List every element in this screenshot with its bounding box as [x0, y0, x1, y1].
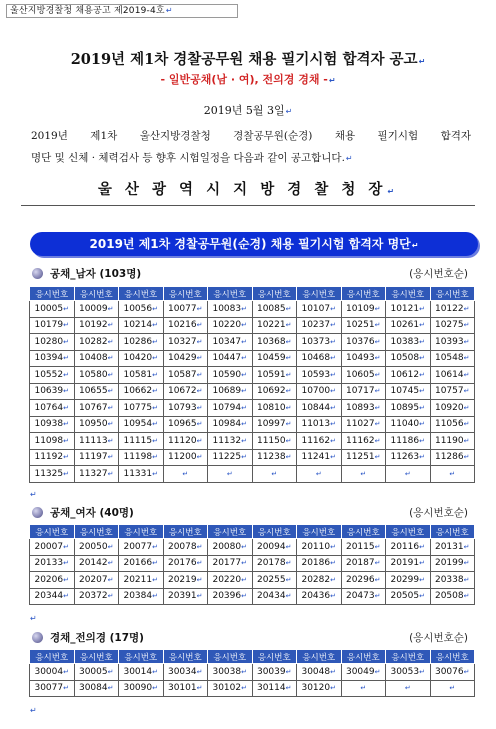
column-header: 응시번호 [386, 287, 431, 301]
candidate-number-cell: 11190↵ [430, 433, 475, 450]
document-number-box: 울산지방경찰청 채용공고 제2019-4호↵ [6, 4, 238, 18]
body-line-1: 2019년 제1차 울산지방경찰청 경찰공무원(순경) 채용 필기시험 합격자 [31, 130, 471, 142]
candidate-number-cell: 10122↵ [430, 301, 475, 318]
candidate-number-cell: 30114↵ [252, 680, 297, 697]
column-header: 응시번호 [30, 650, 75, 664]
candidate-number-cell: ↵ [386, 680, 431, 697]
column-header: 응시번호 [252, 650, 297, 664]
candidate-number-cell: 11192↵ [30, 449, 75, 466]
candidate-number-cell: 10614↵ [430, 367, 475, 384]
candidate-number-cell: 10447↵ [208, 350, 253, 367]
candidate-number-cell: 10179↵ [30, 317, 75, 334]
candidate-number-cell: ↵ [208, 466, 253, 483]
section-heading-male [32, 266, 474, 282]
candidate-number-cell: 10368↵ [252, 334, 297, 351]
candidate-number-cell: 10459↵ [252, 350, 297, 367]
section-label: 경채_전의경 (17명) [50, 632, 144, 644]
candidate-number-cell: 10282↵ [74, 334, 119, 351]
table-row [30, 433, 475, 450]
candidate-number-cell: 10237↵ [297, 317, 342, 334]
candidate-number-cell: 10793↵ [163, 400, 208, 417]
candidate-number-cell: 11120↵ [163, 433, 208, 450]
candidate-number-cell: 20177↵ [208, 555, 253, 572]
candidate-number-cell: 20384↵ [119, 588, 164, 605]
column-header: 응시번호 [386, 650, 431, 664]
bullet-icon [32, 268, 43, 279]
candidate-number-cell: 10083↵ [208, 301, 253, 318]
candidate-number-cell: 20436↵ [297, 588, 342, 605]
column-header: 응시번호 [74, 287, 119, 301]
table-header-row [30, 525, 475, 539]
candidate-number-cell: 20133↵ [30, 555, 75, 572]
candidate-number-cell: 20206↵ [30, 572, 75, 589]
candidate-number-cell: 10587↵ [163, 367, 208, 384]
candidate-number-cell: 11186↵ [386, 433, 431, 450]
candidate-number-cell: 10468↵ [297, 350, 342, 367]
column-header: 응시번호 [30, 287, 75, 301]
candidate-number-cell: 10581↵ [119, 367, 164, 384]
table-row [30, 317, 475, 334]
column-header: 응시번호 [119, 650, 164, 664]
column-header: 응시번호 [119, 525, 164, 539]
candidate-number-cell: 11040↵ [386, 416, 431, 433]
candidate-number-cell: 10420↵ [119, 350, 164, 367]
candidate-number-cell: 10493↵ [341, 350, 386, 367]
candidate-number-cell: 10085↵ [252, 301, 297, 318]
candidate-number-cell: 20255↵ [252, 572, 297, 589]
candidate-number-cell: 11327↵ [74, 466, 119, 483]
column-header: 응시번호 [430, 525, 475, 539]
column-header: 응시번호 [341, 287, 386, 301]
candidate-number-cell: 10394↵ [30, 350, 75, 367]
candidate-number-cell: 20094↵ [252, 539, 297, 556]
candidate-number-cell: 11225↵ [208, 449, 253, 466]
candidate-number-cell: 11238↵ [252, 449, 297, 466]
column-header: 응시번호 [208, 650, 253, 664]
section-heading-conscript [32, 630, 474, 646]
candidate-number-cell: 11325↵ [30, 466, 75, 483]
candidate-number-cell: 20050↵ [74, 539, 119, 556]
candidate-number-cell: 30090↵ [119, 680, 164, 697]
candidate-number-cell: 30048↵ [297, 664, 342, 681]
candidate-number-cell: 10965↵ [163, 416, 208, 433]
candidate-number-cell: 30034↵ [163, 664, 208, 681]
column-header: 응시번호 [297, 525, 342, 539]
candidate-number-cell: 11162↵ [297, 433, 342, 450]
candidate-number-cell: 10920↵ [430, 400, 475, 417]
column-header: 응시번호 [341, 525, 386, 539]
column-header: 응시번호 [30, 525, 75, 539]
candidate-number-cell: 11132↵ [208, 433, 253, 450]
female-results-table [29, 524, 475, 605]
candidate-number-cell: 10508↵ [386, 350, 431, 367]
candidate-number-cell: 10692↵ [252, 383, 297, 400]
candidate-number-cell: 30004↵ [30, 664, 75, 681]
candidate-number-cell: 10107↵ [297, 301, 342, 318]
candidate-number-cell: 20115↵ [341, 539, 386, 556]
candidate-number-cell: 10220↵ [208, 317, 253, 334]
candidate-number-cell: 20199↵ [430, 555, 475, 572]
candidate-number-cell: 20296↵ [341, 572, 386, 589]
candidate-number-cell: 10214↵ [119, 317, 164, 334]
candidate-number-cell: 11113↵ [74, 433, 119, 450]
candidate-number-cell: 30101↵ [163, 680, 208, 697]
candidate-number-cell: 20220↵ [208, 572, 253, 589]
section-heading-female [32, 505, 474, 521]
candidate-number-cell: 20110↵ [297, 539, 342, 556]
candidate-number-cell: 11115↵ [119, 433, 164, 450]
candidate-number-cell: 10984↵ [208, 416, 253, 433]
candidate-number-cell: 30039↵ [252, 664, 297, 681]
candidate-number-cell: 20505↵ [386, 588, 431, 605]
column-header: 응시번호 [163, 525, 208, 539]
candidate-number-cell: 20142↵ [74, 555, 119, 572]
candidate-number-cell: 30077↵ [30, 680, 75, 697]
section-label: 공채_남자 (103명) [50, 268, 142, 280]
section-label: 공채_여자 (40명) [50, 507, 134, 519]
candidate-number-cell: 10639↵ [30, 383, 75, 400]
candidate-number-cell: 30076↵ [430, 664, 475, 681]
candidate-number-cell: 10005↵ [30, 301, 75, 318]
announcement-body: 2019년 제1차 울산지방경찰청 경찰공무원(순경) 채용 필기시험 합격자 명단 및 신체 · 체력검사 등 향후 시험일정을 다음과 같이 공고합니다.↵ [31, 125, 471, 170]
candidate-number-cell: 10590↵ [208, 367, 253, 384]
table-header-row [30, 650, 475, 664]
candidate-number-cell: 20176↵ [163, 555, 208, 572]
candidate-number-cell: 11197↵ [74, 449, 119, 466]
bullet-icon [32, 507, 43, 518]
candidate-number-cell: 10745↵ [386, 383, 431, 400]
candidate-number-cell: 10121↵ [386, 301, 431, 318]
column-header: 응시번호 [297, 287, 342, 301]
candidate-number-cell: 10844↵ [297, 400, 342, 417]
candidate-number-cell: 10383↵ [386, 334, 431, 351]
table-row [30, 350, 475, 367]
candidate-number-cell: 11241↵ [297, 449, 342, 466]
candidate-number-cell: 30102↵ [208, 680, 253, 697]
candidate-number-cell: 10280↵ [30, 334, 75, 351]
candidate-number-cell: 30084↵ [74, 680, 119, 697]
candidate-number-cell: 10655↵ [74, 383, 119, 400]
candidate-number-cell: ↵ [341, 466, 386, 483]
candidate-number-cell: 11027↵ [341, 416, 386, 433]
candidate-number-cell: 10672↵ [163, 383, 208, 400]
candidate-number-cell: 11286↵ [430, 449, 475, 466]
candidate-number-cell: 10009↵ [74, 301, 119, 318]
document-number: 울산지방경찰청 채용공고 제2019-4호 [10, 6, 165, 16]
candidate-number-cell: 10794↵ [208, 400, 253, 417]
candidate-number-cell: 20396↵ [208, 588, 253, 605]
candidate-number-cell: 20344↵ [30, 588, 75, 605]
column-header: 응시번호 [430, 287, 475, 301]
candidate-number-cell: 10893↵ [341, 400, 386, 417]
column-header: 응시번호 [208, 525, 253, 539]
candidate-number-cell: 10950↵ [74, 416, 119, 433]
candidate-number-cell: 20219↵ [163, 572, 208, 589]
table-row [30, 301, 475, 318]
column-header: 응시번호 [252, 287, 297, 301]
bullet-icon [32, 632, 43, 643]
candidate-number-cell: 20282↵ [297, 572, 342, 589]
candidate-number-cell: 10717↵ [341, 383, 386, 400]
column-header: 응시번호 [74, 650, 119, 664]
candidate-number-cell: 20299↵ [386, 572, 431, 589]
body-line-2: 명단 및 신체 · 체력검사 등 향후 시험일정을 다음과 같이 공고합니다. [31, 152, 345, 164]
candidate-number-cell: ↵ [386, 466, 431, 483]
candidate-number-cell: 10767↵ [74, 400, 119, 417]
candidate-number-cell: 10552↵ [30, 367, 75, 384]
candidate-number-cell: 30014↵ [119, 664, 164, 681]
sort-order-note: (응시번호순) [409, 268, 468, 280]
candidate-number-cell: 10376↵ [341, 334, 386, 351]
sort-order-note: (응시번호순) [409, 632, 468, 644]
candidate-number-cell: 20078↵ [163, 539, 208, 556]
table-row [30, 466, 475, 483]
candidate-number-cell: 10775↵ [119, 400, 164, 417]
candidate-number-cell: 10580↵ [74, 367, 119, 384]
male-results-table [29, 286, 475, 483]
candidate-number-cell: 10689↵ [208, 383, 253, 400]
table-row [30, 555, 475, 572]
candidate-number-cell: 10895↵ [386, 400, 431, 417]
candidate-number-cell: 20186↵ [297, 555, 342, 572]
column-header: 응시번호 [341, 650, 386, 664]
column-header: 응시번호 [297, 650, 342, 664]
candidate-number-cell: 20391↵ [163, 588, 208, 605]
announcement-subtitle: - 일반공채(남 · 여), 전의경 경채 -↵ [160, 73, 336, 86]
candidate-number-cell: 10327↵ [163, 334, 208, 351]
candidate-number-cell: 11198↵ [119, 449, 164, 466]
column-header: 응시번호 [163, 650, 208, 664]
column-header: 응시번호 [386, 525, 431, 539]
candidate-number-cell: 10056↵ [119, 301, 164, 318]
candidate-number-cell: ↵ [341, 680, 386, 697]
candidate-number-cell: 20473↵ [341, 588, 386, 605]
candidate-number-cell: ↵ [252, 466, 297, 483]
column-header: 응시번호 [74, 525, 119, 539]
table-row [30, 664, 475, 681]
candidate-number-cell: 11056↵ [430, 416, 475, 433]
candidate-number-cell: 20372↵ [74, 588, 119, 605]
candidate-number-cell: 10347↵ [208, 334, 253, 351]
candidate-number-cell: 10700↵ [297, 383, 342, 400]
sort-order-note: (응시번호순) [409, 507, 468, 519]
candidate-number-cell: 20508↵ [430, 588, 475, 605]
table-row [30, 449, 475, 466]
announcement-date: 2019년 5월 3일↵ [203, 104, 293, 117]
table-row [30, 588, 475, 605]
candidate-number-cell: 10408↵ [74, 350, 119, 367]
table-row [30, 400, 475, 417]
issuing-organization: 울 산 광 역 시 지 방 경 찰 청 장↵ [97, 181, 399, 198]
candidate-number-cell: 11150↵ [252, 433, 297, 450]
candidate-number-cell: 10286↵ [119, 334, 164, 351]
candidate-number-cell: 10591↵ [252, 367, 297, 384]
candidate-number-cell: 11200↵ [163, 449, 208, 466]
candidate-number-cell: 30005↵ [74, 664, 119, 681]
candidate-number-cell: ↵ [297, 466, 342, 483]
table-row [30, 367, 475, 384]
candidate-number-cell: 20116↵ [386, 539, 431, 556]
candidate-number-cell: 20191↵ [386, 555, 431, 572]
candidate-number-cell: 10954↵ [119, 416, 164, 433]
table-row [30, 680, 475, 697]
candidate-number-cell: 10810↵ [252, 400, 297, 417]
candidate-number-cell: 10216↵ [163, 317, 208, 334]
column-header: 응시번호 [208, 287, 253, 301]
candidate-number-cell: 10662↵ [119, 383, 164, 400]
candidate-number-cell: 20211↵ [119, 572, 164, 589]
candidate-number-cell: 20434↵ [252, 588, 297, 605]
candidate-number-cell: 11331↵ [119, 466, 164, 483]
candidate-number-cell: 10429↵ [163, 350, 208, 367]
candidate-number-cell: 10612↵ [386, 367, 431, 384]
candidate-number-cell: ↵ [430, 466, 475, 483]
candidate-number-cell: 10221↵ [252, 317, 297, 334]
candidate-number-cell: 11263↵ [386, 449, 431, 466]
candidate-number-cell: 11098↵ [30, 433, 75, 450]
candidate-number-cell: 30053↵ [386, 664, 431, 681]
candidate-number-cell: 10275↵ [430, 317, 475, 334]
candidate-number-cell: 11013↵ [297, 416, 342, 433]
table-row [30, 383, 475, 400]
candidate-number-cell: 20077↵ [119, 539, 164, 556]
announcement-title: 2019년 제1차 경찰공무원 채용 필기시험 합격자 공고↵ [70, 51, 426, 68]
table-row [30, 572, 475, 589]
candidate-number-cell: 30049↵ [341, 664, 386, 681]
candidate-number-cell: 30120↵ [297, 680, 342, 697]
column-header: 응시번호 [430, 650, 475, 664]
candidate-number-cell: 20178↵ [252, 555, 297, 572]
candidate-number-cell: 20207↵ [74, 572, 119, 589]
candidate-number-cell: 20187↵ [341, 555, 386, 572]
candidate-number-cell: 10077↵ [163, 301, 208, 318]
candidate-number-cell: 20131↵ [430, 539, 475, 556]
column-header: 응시번호 [119, 287, 164, 301]
candidate-number-cell: 30038↵ [208, 664, 253, 681]
candidate-number-cell: 20080↵ [208, 539, 253, 556]
candidate-number-cell: 10548↵ [430, 350, 475, 367]
candidate-number-cell: 10605↵ [341, 367, 386, 384]
candidate-number-cell: 10593↵ [297, 367, 342, 384]
candidate-number-cell: 10764↵ [30, 400, 75, 417]
candidate-number-cell: 10757↵ [430, 383, 475, 400]
table-row [30, 334, 475, 351]
column-header: 응시번호 [163, 287, 208, 301]
list-banner: 2019년 제1차 경찰공무원(순경) 채용 필기시험 합격자 명단↵ [30, 232, 478, 256]
candidate-number-cell: 20007↵ [30, 539, 75, 556]
candidate-number-cell: 10938↵ [30, 416, 75, 433]
candidate-number-cell: 20338↵ [430, 572, 475, 589]
candidate-number-cell: 10192↵ [74, 317, 119, 334]
column-header: 응시번호 [252, 525, 297, 539]
candidate-number-cell: ↵ [163, 466, 208, 483]
candidate-number-cell: 10373↵ [297, 334, 342, 351]
table-row [30, 416, 475, 433]
header-divider [21, 205, 475, 206]
candidate-number-cell: 10109↵ [341, 301, 386, 318]
candidate-number-cell: 10997↵ [252, 416, 297, 433]
candidate-number-cell: 10251↵ [341, 317, 386, 334]
conscript-results-table [29, 649, 475, 697]
table-row [30, 539, 475, 556]
candidate-number-cell: 20166↵ [119, 555, 164, 572]
candidate-number-cell: 11251↵ [341, 449, 386, 466]
candidate-number-cell: 10261↵ [386, 317, 431, 334]
candidate-number-cell: 10393↵ [430, 334, 475, 351]
candidate-number-cell: 11162↵ [341, 433, 386, 450]
table-header-row [30, 287, 475, 301]
candidate-number-cell: ↵ [430, 680, 475, 697]
